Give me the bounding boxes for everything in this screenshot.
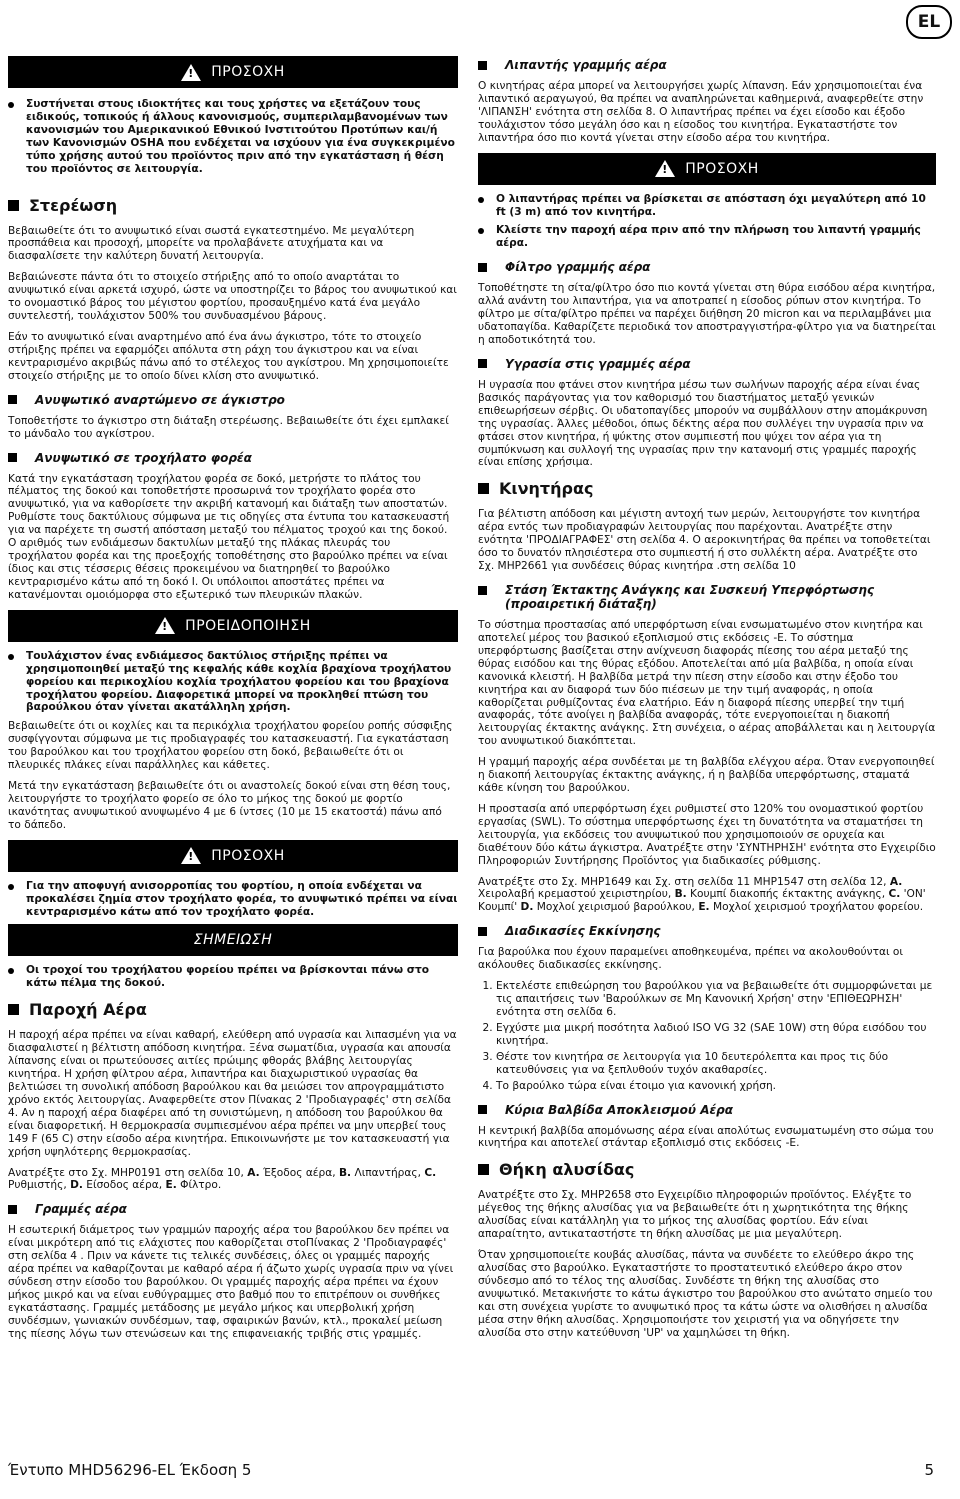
paragraph: Μετά την εγκατάσταση βεβαιωθείτε ότι οι αναστολείς δοκού είναι στη θέση τους, λειτουργήστε το τροχήλατο φορείο σε όλο το μήκος της δοκού με φορτίο ικανότητας ανυψωτικού ανυψωμένο 4 με 6 ίντσες (10 με 15 εκατοστά) πάνω από το δάπεδο.	[8, 780, 451, 831]
paragraph: Ανατρέξτε στο Σχ. MHP2658 στο Εγχειρίδιο πληροφοριών προϊόντος. Ελέγξτε το μέγεθος της θήκης αλυσίδας για να βεβαιωθείτε ότι η χωρητικότητα της θήκης αλυσίδας είναι κατάλληλη για το μήκος της αλυσίδας φορτίου. Εάν είναι απαραίτητο, αντικαταστήστε τη θήκη αλυσίδας με μια μεγαλύτερη.	[478, 1189, 912, 1241]
square-bullet-icon	[478, 1164, 489, 1175]
paragraph: Η προστασία από υπερφόρτωση έχει ρυθμιστεί στο 120% του ονομαστικού φορτίου εργασίας (SWL). Το σύστημα υπερφόρτωσης έχει τη δυνατότητα να σταματήσει τη λειτουργία, για εκδόσεις του ανυψωτικού που χρησιμοποιούν σε ορυχεία και διαθέτουν δύο κάτω άγκιστρα. Ανατρέξτε στην 'ΣΥΝΤΗΡΗΣΗ' ενότητα στο Εγχειρίδιο Πληροφοριών Συντήρησης Προϊόντος για διαδικασίες ρύθμισης.	[478, 802, 936, 867]
caution-banner	[8, 840, 458, 872]
caution-banner	[478, 153, 936, 185]
subsection-heading-lubricator: Λιπαντής γραμμής αέρα	[478, 58, 936, 72]
subsection-heading-emergency-stop: Στάση Έκτακτης Ανάγκης και Συσκευή Υπερφόρτωσης (προαιρετική διάταξη)	[478, 583, 936, 611]
paragraph: Εάν το ανυψωτικό είναι αναρτημένο από ένα άνω άγκιστρο, τότε το στοιχείο στήριξης πρέπει να εφαρμόζει απόλυτα στη ράχη του άγκιστρου και να είναι κεντραρισμένο ακριβώς πάνω από το στέλεχος του αγκίστρου. Μη χρησιμοποιείτε στοιχείο στήριξης με το οποίο δίνει κλίση στο ανυψωτικό.	[8, 330, 449, 382]
warning-triangle-icon	[655, 160, 675, 177]
note-label: ΣΗΜΕΙΩΣΗ	[193, 932, 273, 949]
paragraph: Βεβαιωθείτε ότι οι κοχλίες και τα περικόχλια τροχήλατου φορείου ροπής σύσφιξης συσφίγγονται σύμφωνα με τις προδιαγραφές του κατασκευαστή. Για εγκατάσταση του βαρούλκου και του τροχήλατου φορείου στη δοκό, βεβαιωθείτε ότι οι πλευρικές πλάκες είναι παράλληλες και κάθετες.	[8, 720, 453, 772]
subsection-heading-startup: Διαδικασίες Εκκίνησης	[478, 924, 936, 938]
caution-bullet: Ο λιπαντήρας πρέπει να βρίσκεται σε απόσταση όχι μεγαλύτερη από 10 ft (3 m) από τον κινητήρα.	[478, 193, 936, 219]
section-heading-chain-container: Θήκη αλυσίδας	[478, 1160, 936, 1179]
paragraph: Κατά την εγκατάσταση τροχήλατου φορέα σε δοκό, μετρήστε το πλάτος του πέλματος της δοκού και τοποθετήστε προσωρινά τον τροχήλατο φορέα στο ανυψωτικό, για να καθορίσετε την ακριβή κατανομή και διάταξη των αποστατών. Ρυθμίστε τους δακτύλιους σύμφωνα με τις οδηγίες στα έντυπα του κατασκευαστή για να παρέχετε τη σωστή απόσταση μεταξύ του πέλματος τροχού και της δοκού. Ο αριθμός των ενδιάμεσων δακτυλίων μεταξύ της πλάκας πλευράς του τροχήλατου φορέα και της προεξοχής τοποθέτησης στο βαρούλκο πρέπει να είναι ίδιος και στις τέσσερις θέσεις προκειμένου να διατηρηθεί το βαρούλκο κεντραρισμένο κάτω από τη δοκό Ι. Οι υπόλοιποι αποστάτες πρέπει να κατανέμονται ομοιόμορφα στο εξωτερικό των πλευρικών πλακών.	[8, 472, 450, 601]
list-item: 3. Θέστε τον κινητήρα σε λειτουργία για 10 δευτερόλεπτα και προς τις δύο κατευθύνσεις για να ξεπλυθούν τυχόν ακαθαρσίες.	[496, 1051, 936, 1077]
square-bullet-icon	[8, 1004, 19, 1015]
list-item: 2. Εγχύστε μια μικρή ποσότητα λαδιού ISO VG 32 (SAE 10W) στη θύρα εισόδου του κινητήρα.	[496, 1022, 936, 1048]
startup-steps-list	[478, 980, 936, 1092]
caution-label: ΠΡΟΣΟΧΗ	[685, 160, 759, 177]
paragraph: Η κεντρική βαλβίδα απομόνωσης αέρα είναι απολύτως ενσωματωμένη στο σώμα του κινητήρα και αποτελεί στάνταρ εξοπλισμό στις εκδόσεις -E.	[478, 1124, 934, 1150]
paragraph: Η υγρασία που φτάνει στον κινητήρα μέσω των σωλήνων παροχής αέρα είναι ένας βασικός παράγοντας για τον καθορισμό του διαστήματος μεταξύ γενικών επιθεωρήσεων σέρβις. Οι υδατοπαγίδες μπορούν να συμβάλλουν στην απομάκρυνση της υγρασίας. Άλλες μέθοδοι, όπως δέκτης αέρα που συλλέγει την υγρασία πριν να φτάσει στον κινητήρα, ή ψύκτης στον συμπιεστή που ψύχει τον αέρα για τη συμπύκνωση και συλλογή της υγρασίας πριν την κατανομή στις γραμμές παροχής είναι επίσης χρήσιμα.	[478, 378, 928, 469]
caution-label: ΠΡΟΣΟΧΗ	[211, 847, 285, 864]
list-item: 4. Το βαρούλκο τώρα είναι έτοιμο για κανονική χρήση.	[496, 1080, 936, 1093]
page-footer	[8, 1461, 934, 1479]
subsection-heading-main-valve: Κύρια Βαλβίδα Αποκλεισμού Αέρα	[478, 1103, 936, 1117]
note-bullet: Οι τροχοί του τροχήλατου φορείου πρέπει να βρίσκονται πάνω στο κάτω πέλμα της δοκού.	[8, 964, 458, 990]
subsection-heading-trolley: Ανυψωτικό σε τροχήλατο φορέα	[8, 451, 458, 465]
warning-triangle-icon	[155, 617, 175, 634]
warning-triangle-icon	[181, 847, 201, 864]
language-badge: EL	[906, 5, 952, 39]
square-bullet-icon	[478, 1105, 487, 1114]
caution-bullet: Κλείστε την παροχή αέρα πριν από την πλήρωση του λιπαντή γραμμής αέρα.	[478, 224, 936, 250]
list-item: 1. Εκτελέστε επιθεώρηση του βαρούλκου για να βεβαιωθείτε ότι συμμορφώνεται με τις απαιτήσεις των 'Βαρούλκων σε Μη Κανονική Χρήση' στην 'ΕΠΙΘΕΩΡΗΣΗ' ενότητα στη σελίδα 6.	[496, 980, 936, 1019]
square-bullet-icon	[478, 586, 487, 595]
paragraph: Για βέλτιστη απόδοση και μέγιστη αντοχή των μερών, λειτουργήστε τον κινητήρα αέρα εντός των προδιαγραφών λειτουργίας που παρέχονται. Ανατρέξτε στην ενότητα 'ΠΡΟΔΙΑΓΡΑΦΕΣ' στη σελίδα 4. Ο αεροκινητήρας θα πρέπει να τοποθετείται όσο το δυνατόν πλησιέστερα στο συμπιεστή ή στο συλλέκτη αέρα. Ανατρέξτε στο Σχ. MHP2661 για συνδέσεις θύρας κινητήρα .στη σελίδα 10	[478, 508, 931, 573]
paragraph: Βεβαιώνεστε πάντα ότι το στοιχείο στήριξης από το οποίο αναρτάται το ανυψωτικό είναι αρκετά ισχυρό, ώστε να υποστηρίζει το βάρος του ανυψωτικού και το ονομαστικό βάρος του μέγιστου φορτίου, προσαυξημένο κατά ένα μεγάλο συντελεστή, τουλάχιστον 500% του συνδυασμένου βάρους.	[8, 271, 457, 323]
paragraph: Το σύστημα προστασίας από υπερφόρτωση είναι ενσωματωμένο στον κινητήρα και αποτελεί μέρος του βασικού εξοπλισμού στις εκδόσεις -E. Το σύστημα υπερφόρτωσης βασίζεται στην ανίχνευση διαφοράς πίεσης του αέρα μεταξύ της θύρας εισόδου και της θύρας εξόδου. Αποτελείται από μία βαλβίδα, η οποία είναι κανονικά κλειστή. Η βαλβίδα μετρά την πίεση στην είσοδο και στην έξοδο του κινητήρα και αν διαφορά των δύο πιέσεων με την τιμή αναφοράς, η οποία καθορίζεται ρυθμίζοντας ένα ελατήριο. Εάν η διαφορά πίεσης υπερβεί την τιμή αναφοράς, τότε ανοίγει η βαλβίδα αναφοράς, τότε ενεργοποιείται η διακοπή λειτουργίας έκτακτης ανάγκης. Στη συνέχεια, ο αέρας αποβάλλεται και η λειτουργία του ανυψωτικού διακόπτεται.	[478, 618, 936, 748]
subsection-heading-air-lines: Γραμμές αέρα	[8, 1202, 458, 1216]
page-number: 5	[924, 1461, 934, 1479]
paragraph: Βεβαιωθείτε ότι το ανυψωτικό είναι σωστά εγκατεστημένο. Με μεγαλύτερη προσπάθεια και προσοχή, μπορείτε να προλαβάνετε ατυχήματα και να διασφαλίσετε την καλύτερη δυνατή λειτουργία.	[8, 224, 415, 263]
caution-banner	[8, 56, 458, 88]
square-bullet-icon	[8, 453, 17, 462]
subsection-heading-filter: Φίλτρο γραμμής αέρα	[478, 260, 936, 274]
paragraph: Η γραμμή παροχής αέρα συνδέεται με τη βαλβίδα ελέγχου αέρα. Όταν ενεργοποιηθεί η διακοπή λειτουργίας έκτακτης ανάγκης, ή η βαλβίδα υπερφόρτωσης, σταματά κάθε κίνηση του βαρούλκου.	[478, 756, 935, 795]
caution-bullet: Συστήνεται στους ιδιοκτήτες και τους χρήστες να εξετάζουν τους ειδικούς, τοπικούς ή άλλους κανονισμούς, συμπεριλαμβανομένων των κανονισμών του Αμερικανικού Εθνικού Ινστιτούτου Προτύπων και/ή των Κανονισμών OSHA που ενδέχεται να ισχύουν για ένα συγκεκριμένο τύπο χρήσης αυτού του προϊόντος πριν από την εγκατάσταση ή θέση του προϊόντος σε λειτουργία.	[8, 98, 458, 176]
section-heading-mounting: Στερέωση	[8, 196, 458, 215]
paragraph: Για βαρούλκα που έχουν παραμείνει αποθηκευμένα, πρέπει να ακολουθούνται οι ακόλουθες διαδικασίες εκκίνησης.	[478, 946, 903, 972]
section-heading-air-supply: Παροχή Αέρα	[8, 1000, 458, 1019]
square-bullet-icon	[478, 263, 487, 272]
figure-reference: Ανατρέξτε στο Σχ. MHP0191 στη σελίδα 10, A. Έξοδος αέρα, B. Λιπαντήρας, C. Ρυθμιστής, D. Είσοδος αέρα, E. Φίλτρο.	[8, 1166, 437, 1192]
warning-bullet: Τουλάχιστον ένας ενδιάμεσος δακτύλιος στήριξης πρέπει να χρησιμοποιηθεί μεταξύ της κεφαλής κάθε κοχλία βραχίονα τροχήλατου φορείου και περικοχλίου κοχλία τροχήλατου φορείου και του βραχίονα τροχήλατου φορείου. Διαφορετικά μπορεί να προκληθεί πτώση του βαρούλκου όταν γίνεται ακατάλληλη χρήση.	[8, 650, 458, 715]
caution-label: ΠΡΟΣΟΧΗ	[211, 64, 285, 80]
paragraph: Η εσωτερική διάμετρος των γραμμών παροχής αέρα του βαρούλκου δεν πρέπει να είναι μικρότερη από τις ελάχιστες που καθορίζεται στοΠίνακας 2 'Προδιαγραφές' στη σελίδα 4 . Πριν να κάνετε τις τελικές συνδέσεις, όλες οι γραμμές παροχής αέρα πρέπει να καθαρίζονται με καθαρό αέρα ή άζωτο χωρίς υγρασία πριν να γίνει σύνδεση στην είσοδο του βαρούλκου. Οι γραμμές παροχής αέρα πρέπει να έχουν μήκος μικρό και να είναι ευθύγραμμες στο βαθμό που το επιτρέπουν οι συνθήκες εγκατάστασης. Γραμμές μετάδοσης με μεγάλο μήκος και υπερβολική χρήση συνδέσμων, γωνιακών συνδέσμων, ταφ, σφαιρικών βανών, κτλ., προκαλεί μείωση της πίεσης λόγω των στενώσεων και της επιφανειακής τριβής στις γραμμές.	[8, 1224, 454, 1340]
section-heading-motor: Κινητήρας	[478, 479, 936, 498]
right-column	[478, 56, 936, 1348]
paragraph: Τοποθετήστε το άγκιστρο στη διάταξη στερέωσης. Βεβαιωθείτε ότι έχει εμπλακεί το μάνδαλο του αγκίστρου.	[8, 414, 449, 440]
warning-label: ΠΡΟΕΙΔΟΠΟΙΗΣΗ	[185, 617, 311, 634]
note-banner	[8, 924, 458, 956]
square-bullet-icon	[8, 395, 17, 404]
warning-triangle-icon	[181, 64, 201, 81]
left-column	[8, 56, 458, 1349]
paragraph: Τοποθέτηστε τη σίτα/φίλτρο όσο πιο κοντά γίνεται στη θύρα εισόδου αέρα κινητήρα, αλλά ανάντη του λιπαντήρα, για να αποτραπεί η είσοδος ρύπων στον κινητήρα. Το φίλτρο με σίτα/φίλτρο πρέπει να παρέχει διήθηση 20 micron και να περιλαμβάνει μια υδατοπαγίδα. Καθαρίζετε περιοδικά τον αποστραγγιστήρα-φίλτρο για να διατηρείται η αποδοτικότητά του.	[478, 282, 936, 346]
square-bullet-icon	[478, 61, 487, 70]
paragraph: Όταν χρησιμοποιείτε κουβάς αλυσίδας, πάντα να συνδέετε το ελεύθερο άκρο της αλυσίδας στο βαρούλκο. Εγκαταστήστε το προστατευτικό ελεύθερο άκρο στον σύνδεσμο από το τέλος της αλυσίδας. Συνδέστε τη θήκη της αλυσίδας στο ανυψωτικό. Μετακινήστε το κάτω άγκιστρο του βαρούλκου στο ανώτατο σημείο του και στη συνέχεια γυρίστε το ανυψωτικό προς τα κάτω ώστε να ολισθήσει η αλυσίδα μέσα στην θήκη αλυσίδας. Χρησιμοποιήστε τον χειριστή για να οδηγήσετε την αλυσίδα στο στην κατεύθυνση 'UP' να χαμηλώσει τη θήκη.	[478, 1249, 933, 1339]
square-bullet-icon	[8, 200, 19, 211]
square-bullet-icon	[478, 483, 489, 494]
figure-reference: Ανατρέξτε στο Σχ. MHP1649 και Σχ. στη σελίδα 11 MHP1547 στη σελίδα 12, A. Χειρολαβή κρεμαστού χειριστηρίου, B. Κουμπί διακοπής έκτακτης ανάγκης, C. 'ON' Κουμπί' D. Μοχλοί χειρισμού βαρούλκου, E. Μοχλοί χειρισμού τροχήλατου φορείου.	[478, 875, 926, 914]
subsection-heading-hook: Ανυψωτικό αναρτώμενο σε άγκιστρο	[8, 393, 458, 407]
paragraph: Ο κινητήρας αέρα μπορεί να λειτουργήσει χωρίς λίπανση. Εάν χρησιμοποιείται ένα λιπαντικό αεραγωγού, θα πρέπει να αναπληρώνεται καθημερινά, αναφερθείτε στην 'ΛΙΠΑΝΣΗ' ενότητα στη σελίδα 8. Ο λιπαντήρας πρέπει να έχει είσοδο και έξοδο τουλάχιστον τόσο μεγάλη όσο και η είσοδος του κινητήρα. Εγκαταστήστε τον λιπαντήρα όσο πιο κοντά γίνεται στην είσοδο αέρα του κινητήρα.	[478, 80, 924, 144]
warning-banner	[8, 610, 458, 642]
subsection-heading-moisture: Υγρασία στις γραμμές αέρα	[478, 357, 936, 371]
square-bullet-icon	[478, 927, 487, 936]
caution-bullet: Για την αποφυγή ανισορροπίας του φορτίου, η οποία ενδέχεται να προκαλέσει ζημία στον τροχήλατο φορέα, το ανυψωτικό πρέπει να είναι κεντραρισμένο κάτω από τον τροχήλατο φορέα.	[8, 880, 458, 919]
square-bullet-icon	[478, 359, 487, 368]
paragraph: Η παροχή αέρα πρέπει να είναι καθαρή, ελεύθερη από υγρασία και λιπασμένη για να διασφαλιστεί η βέλτιστη απόδοση κινητήρα. Ξένα σωματίδια, υγρασία και απουσία λίπανσης είναι οι πρωτεύουσες αιτίες πρώιμης φθοράς βλάβης λειτουργίας κινητήρα. Η χρήση φίλτρου αέρα, λιπαντήρα και διαχωριστικού υγρασίας θα βελτιώσει τη συνολική απόδοση βαρούλκου και θα μειώσει τον απρογραμμάτιστο χρόνο εκτός λειτουργίας. Αναφερθείτε στον Πίνακας 2 'Προδιαγραφές' στη σελίδα 4. Αν η παροχή αέρα διαφέρει από τη συνιστώμενη, η απόδοση του βαρούλκου θα είναι διαφορετική. Η θερμοκρασία συμπιεσμένου αέρα πρέπει να μην υπερβεί τους 149 F (65 C) στην είσοδο αέρα κινητήρα. Επικοινωνήστε με τον κατασκευαστή για χρήση υψηλότερης θερμοκρασίας.	[8, 1029, 457, 1158]
document-id: Έντυπο MHD56296-EL Έκδοση 5	[8, 1461, 252, 1479]
square-bullet-icon	[8, 1205, 17, 1214]
